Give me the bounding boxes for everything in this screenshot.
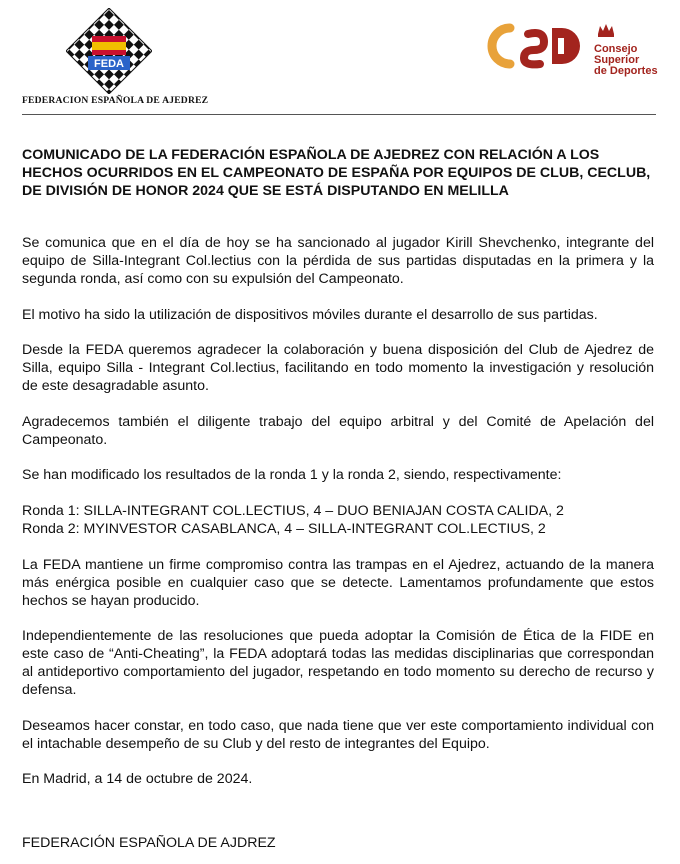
letterhead <box>0 0 680 116</box>
paragraph-results-intro: Se han modificado los resultados de la ronda 1 y la ronda 2, siendo, respectivamente: <box>22 467 562 483</box>
paragraph-club-integrity: Deseamos hacer constar, en todo caso, que nada tiene que ver este comportamiento individual con el intachable desempeño de su Club y del resto de integrantes del Equipo. <box>22 717 654 752</box>
federation-name: FEDERACION ESPAÑOLA DE AJEDREZ <box>22 95 209 106</box>
crown-icon <box>598 24 614 37</box>
csd-line-1: Consejo <box>594 43 638 55</box>
paragraph-disciplinary: Independientemente de las resoluciones que pueda adoptar la Comisión de Ética de la FIDE en este caso de “Anti-Cheating”, la FEDA adoptará todas las medidas disciplinarias que correspondan al antideportivo comportamiento del jugador, respetando en todo momento su derecho de recurso y defensa. <box>22 628 654 698</box>
place-and-date: En Madrid, a 14 de octubre de 2024. <box>22 771 253 787</box>
document-title: COMUNICADO DE LA FEDERACIÓN ESPAÑOLA DE AJEDREZ CON RELACIÓN A LOS HECHOS OCURRIDOS EN EL CAMPEONATO DE ESPAÑA POR EQUIPOS DE CLUB, CECLUB, DE DIVISIÓN DE HONOR 2024 QUE SE ESTÁ DISPUTANDO EN MELILLA <box>22 147 651 199</box>
paragraph-thanks-club: Desde la FEDA queremos agradecer la colaboración y buena disposición del Club de Ajedrez de Silla, equipo Silla - Integrant Col.lectius, facilitando en todo momento la investigación y resolución de este desagradable asunto. <box>22 342 654 394</box>
paragraph-commitment: La FEDA mantiene un firme compromiso contra las trampas en el Ajedrez, actuando de la manera más enérgica posible en cualquier caso que se detecte. Lamentamos profundamente que estos hechos se hayan producido. <box>22 556 654 609</box>
paragraph-sanction: Se comunica que en el día de hoy se ha sancionado al jugador Kirill Shevchenko, integrante del equipo de Silla-Integrant Col.lectius con la pérdida de sus partidas disputadas en la primera y la segunda ronda, así como con su expulsión del Campeonato. <box>22 235 654 287</box>
signature: FEDERACIÓN ESPAÑOLA DE AJDREZ <box>22 835 276 851</box>
round-1-result: Ronda 1: SILLA-INTEGRANT COL.LECTIUS, 4 – DUO BENIAJAN COSTA CALIDA, 2 <box>22 502 564 519</box>
modified-results <box>22 502 654 538</box>
header-divider <box>22 114 656 115</box>
csd-logo <box>484 20 674 80</box>
document-body <box>22 146 654 806</box>
csd-line-2: Superior <box>594 54 640 66</box>
paragraph-thanks-arbiters: Agradecemos también el diligente trabajo del equipo arbitral y del Comité de Apelación del Campeonato. <box>22 413 654 448</box>
csd-line-3: de Deportes <box>594 65 658 77</box>
round-2-result: Ronda 2: MYINVESTOR CASABLANCA, 4 – SILLA-INTEGRANT COL.LECTIUS, 2 <box>22 520 546 537</box>
paragraph-reason: El motivo ha sido la utilización de dispositivos móviles durante el desarrollo de sus partidas. <box>22 306 598 323</box>
feda-chessboard-logo <box>66 8 152 94</box>
feda-logo-text: FEDA <box>94 58 124 70</box>
